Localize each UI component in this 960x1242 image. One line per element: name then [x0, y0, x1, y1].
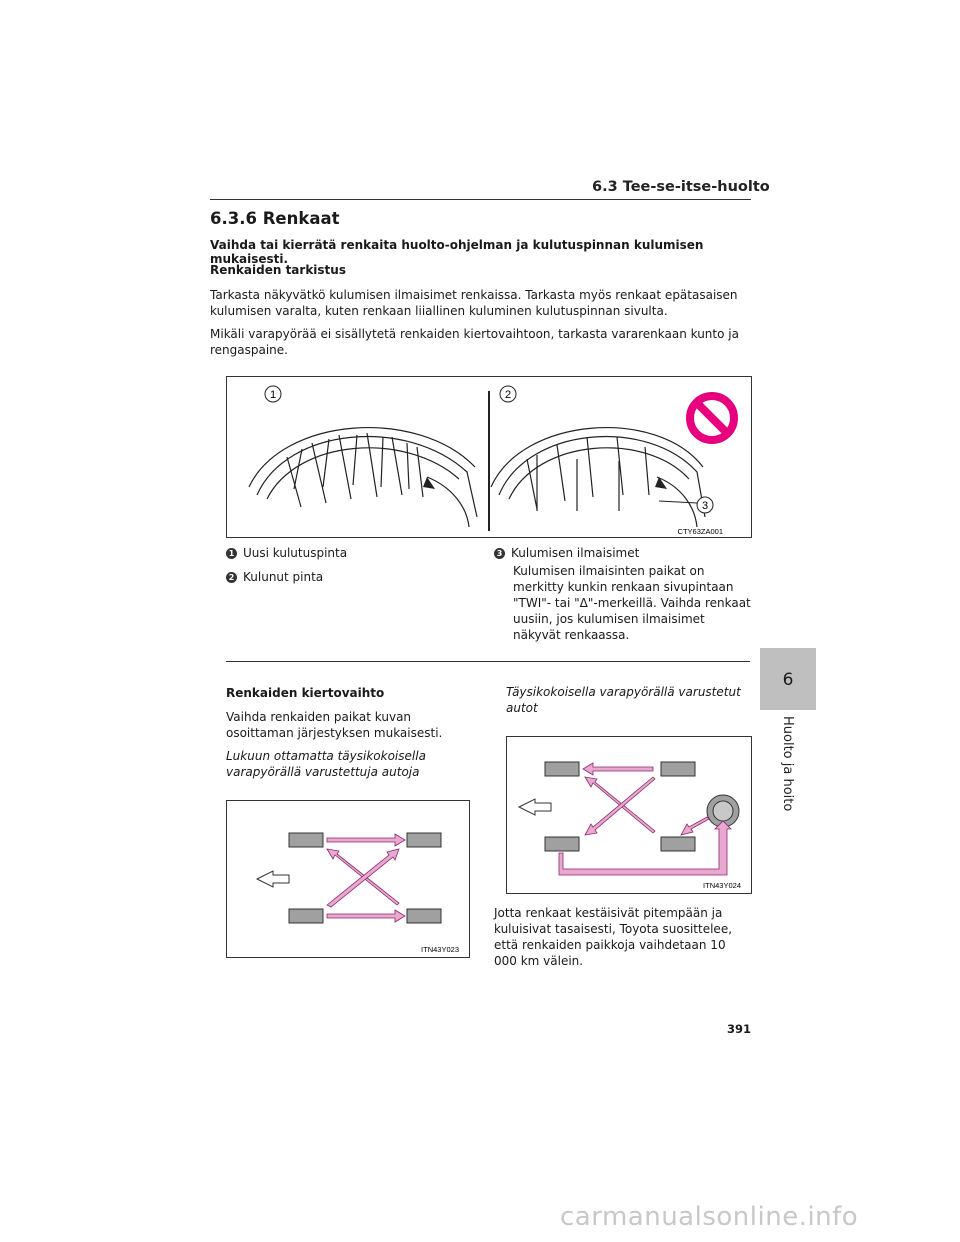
new-tread-tire: [249, 428, 477, 527]
new-tread-marker: [423, 477, 435, 489]
caption-3-detail: Kulumisen ilmaisinten paikat on merkitty kunkin renkaan sivupintaan "TWI"- tai "Δ"-merkeillä. Vaihda renkaat uusiin, jos kulumisen ilmaisimet näkyvät renkaassa.: [513, 564, 751, 642]
header-rule: [210, 199, 751, 200]
caption-1-number: 1: [226, 548, 237, 559]
direction-arrow-icon: [257, 871, 289, 887]
tire-front-right: [407, 833, 441, 847]
callout-1: [265, 386, 281, 402]
tire-front-left-2: [545, 762, 579, 776]
svg-text:2: 2: [504, 389, 512, 401]
tire-front-right-2: [661, 762, 695, 776]
figure1-code: CTY63ZA001: [677, 527, 723, 536]
inspection-heading: Renkaiden tarkistus: [210, 263, 346, 277]
caption-2-text: Kulunut pinta: [243, 570, 324, 584]
caption-3: [494, 545, 639, 561]
rotation-figure-2: [506, 736, 752, 894]
rotation-text: Vaihda renkaiden paikat kuvan osoittaman järjestyksen mukaisesti.: [226, 710, 443, 740]
page-title: 6.3.6 Renkaat: [210, 209, 340, 228]
caption-1: [226, 545, 347, 561]
rotation-diagram-1: [227, 801, 469, 957]
caption-2-number: 2: [226, 572, 237, 583]
intro-text: Vaihda tai kierrätä renkaita huolto-ohjelman ja kulutuspinnan kulumisen mukaisesti.: [210, 238, 704, 266]
inspection-paragraph-2: Mikäli varapyörää ei sisällytetä renkaiden kiertovaihtoon, tarkasta vararenkaan kunto ja rengaspaine.: [210, 327, 739, 357]
page-number: 391: [727, 1022, 752, 1036]
tread-wear-figure: [226, 376, 752, 538]
figure3-code: ITN43Y024: [703, 881, 741, 890]
caption-1-text: Uusi kulutuspinta: [243, 546, 348, 560]
tire-rear-left-2: [545, 837, 579, 851]
svg-text:1: 1: [269, 389, 277, 401]
svg-text:3: 3: [701, 500, 709, 512]
tire-rear-left: [289, 909, 323, 923]
prohibition-icon: [690, 396, 734, 440]
section-header: 6.3 Tee-se-itse-huolto: [592, 179, 770, 195]
chapter-number: 6: [782, 670, 794, 690]
worn-tread-tire: [491, 428, 705, 527]
caption-3-text: Kulumisen ilmaisimet: [511, 546, 640, 560]
tire-rear-right-2: [661, 837, 695, 851]
caption-3-number: 3: [494, 548, 505, 559]
watermark: carmanualsonline.info: [560, 1202, 859, 1232]
rotation-arrows-1: [327, 834, 405, 922]
chapter-label: Huolto ja hoito: [780, 716, 795, 812]
rotation-recommendation: Jotta renkaat kestäisivät pitempään ja kuluisivat tasaisesti, Toyota suosittelee, että renkaiden paikkoja vaihdetaan 10 000 km välein.: [494, 906, 733, 968]
callout-2: [500, 386, 516, 402]
tread-wear-illustration: [227, 377, 751, 537]
rotation-case-1: Lukuun ottamatta täysikokoisella varapyörällä varustettuja autoja: [226, 749, 426, 779]
rotation-figure-1: [226, 800, 470, 958]
direction-arrow-icon-2: [519, 799, 551, 815]
section-separator: [226, 661, 750, 662]
rotation-arrows-2: [559, 763, 731, 875]
inspection-paragraph-1: Tarkasta näkyvätkö kulumisen ilmaisimet renkaissa. Tarkasta myös renkaat epätasaisen kulumisen varalta, kuten renkaan liiallinen kuluminen kulutuspinnan sivulta.: [210, 288, 738, 318]
tire-rear-right: [407, 909, 441, 923]
rotation-diagram-2: [507, 737, 751, 893]
tire-front-left: [289, 833, 323, 847]
rotation-heading: Renkaiden kiertovaihto: [226, 686, 385, 700]
rotation-case-2: Täysikokoisella varapyörällä varustetut autot: [506, 685, 741, 715]
caption-2: [226, 569, 323, 585]
figure2-code: ITN43Y023: [421, 945, 459, 954]
